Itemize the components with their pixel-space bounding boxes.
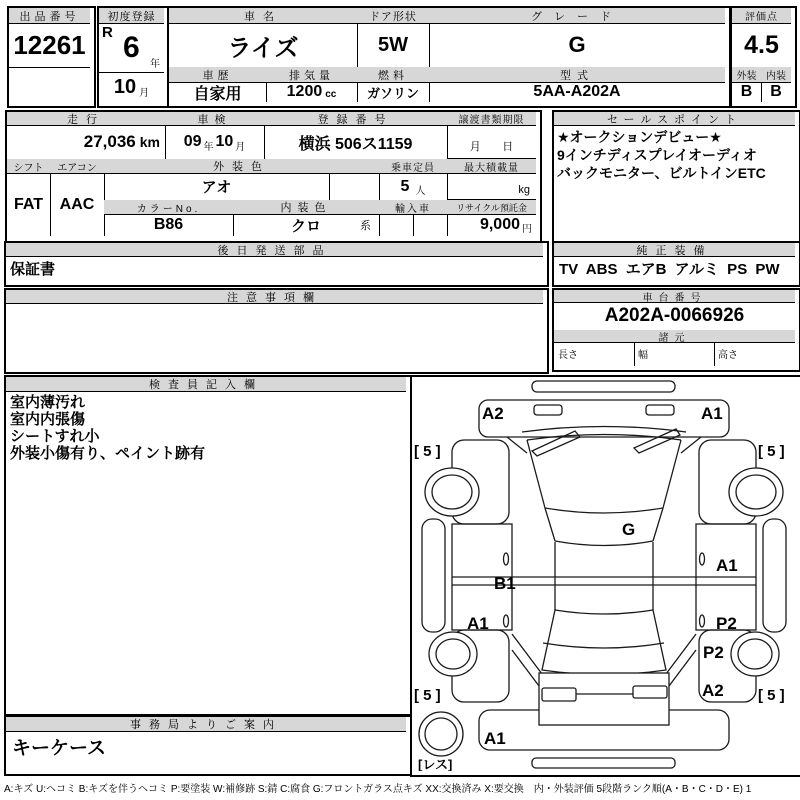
score-header: 評価点	[732, 8, 791, 24]
inspector-note-line: 外装小傷有り、ペイント跡有	[10, 445, 206, 462]
ext-color-header: 外装色	[104, 159, 380, 174]
mark-hood-right: A1	[701, 404, 723, 423]
exterior-grade-header: 外装	[732, 67, 762, 83]
capacity-header: 乗車定員	[379, 159, 448, 174]
sales-point-line: バックモニター、ビルトインETC	[557, 165, 766, 181]
left-sill	[422, 519, 445, 632]
import-header: 輸入車	[379, 200, 448, 215]
shift-value: FAT	[7, 173, 51, 236]
mark-door-left-rear: A1	[467, 614, 489, 633]
interior-grade-value: B	[770, 83, 782, 100]
lot-number-header: 出品番号	[9, 8, 90, 24]
inspector-note-line: シートすれ小	[10, 428, 100, 445]
inspector-note-line: 室内薄汚れ	[10, 394, 86, 411]
mark-windshield: G	[622, 520, 636, 539]
import-value-cell-2	[413, 214, 448, 236]
transfer-day-label: 日	[502, 141, 514, 153]
rear-bumper-strip	[532, 758, 675, 768]
mark-door-right-front: A1	[716, 556, 738, 575]
mark-tire-rear-right: [ 5 ]	[758, 687, 785, 704]
mileage-number: 27,036	[83, 132, 136, 151]
sales-points-box	[552, 110, 800, 244]
grille-slot-right	[646, 405, 674, 415]
front-bumper-strip	[532, 381, 675, 392]
car-name-value: ライズ	[169, 23, 358, 68]
first-registration-header: 初度登録	[99, 8, 164, 24]
later-parts-box	[4, 241, 549, 287]
rear-glass	[542, 610, 666, 675]
aircon-value: AAC	[50, 173, 105, 236]
era-letter: R	[102, 24, 113, 41]
chassis-value: A202A-0066926	[554, 302, 795, 331]
office-notice-box	[4, 715, 412, 776]
interior-grade-header: 内装	[761, 67, 791, 83]
sales-points-header: セールスポイント	[554, 112, 795, 126]
shaken-month: 10	[215, 133, 234, 150]
grade-value: G	[429, 23, 725, 68]
model-code-value: 5AA-A202A	[533, 83, 621, 100]
first-registration-box	[97, 6, 170, 108]
windshield-top-band	[522, 427, 686, 441]
score-value: 4.5	[732, 23, 791, 68]
mark-spare-less: [レス]	[418, 757, 453, 771]
office-notice-header: 事務局よりご案内	[6, 717, 406, 732]
recycle-value	[447, 214, 536, 236]
mark-rear-right: A2	[702, 681, 724, 700]
displacement-value	[266, 82, 358, 102]
shaken-month-unit: 月	[235, 142, 246, 153]
grade-header: グレード	[429, 8, 725, 24]
caution-header: 注意事項欄	[6, 290, 543, 304]
mark-pillar-left: B1	[494, 574, 516, 593]
mark-door-right-rear: P2	[716, 614, 737, 633]
car-diagram-box	[410, 375, 800, 777]
year-unit: 年	[150, 59, 160, 70]
inspector-note-line: 室内内張傷	[10, 411, 86, 428]
transfer-value	[447, 125, 536, 159]
hood	[479, 400, 729, 437]
recycle-unit: 円	[522, 224, 532, 235]
capacity-unit: 人	[415, 186, 426, 197]
oem-equipment-box	[552, 241, 800, 287]
history-header: 車歴	[169, 67, 267, 83]
spec-height-cell	[714, 342, 795, 366]
mark-quarter-right: P2	[703, 643, 724, 662]
damage-code-legend: A:キズ U:ヘコミ B:キズを伴うヘコミ P:要塗装 W:補修跡 S:錆 C:腐食 G:フロントガラス点キズ XX:交換済み X:要交換 内・外装評価 5段階ランク順(A・B・C・D・E) 1	[4, 784, 752, 795]
mark-hood-left: A2	[482, 404, 504, 423]
capacity-value	[379, 173, 448, 201]
sales-points-body	[554, 125, 795, 238]
max-load-header: 最大積載量	[447, 159, 536, 174]
exterior-grade-value: B	[732, 82, 762, 102]
transfer-month-label: 月	[469, 141, 481, 153]
reg-no-header: 登録番号	[264, 112, 448, 126]
lot-number-empty-cell	[9, 67, 90, 102]
later-parts-value: 保証書	[10, 261, 56, 278]
spec-height-label: 高さ	[718, 350, 738, 361]
shaken-year-unit: 年	[203, 142, 214, 153]
inspector-notes-body	[6, 391, 406, 462]
chassis-header: 車台番号	[554, 290, 795, 303]
int-color-header: 内装色	[233, 200, 380, 215]
caution-body	[6, 303, 543, 368]
spec-width-cell	[634, 342, 715, 366]
shaken-header: 車検	[165, 112, 265, 126]
recycle-header: リサイクル預託金	[447, 200, 536, 215]
roof-side-lines	[555, 542, 653, 610]
spec-width-label: 幅	[638, 350, 648, 361]
car-name-header: 車名	[169, 8, 358, 24]
first-registration-month-cell	[99, 72, 164, 102]
mark-tire-front-right: [ 5 ]	[758, 443, 785, 460]
mileage-value	[7, 125, 166, 160]
history-value: 自家用	[169, 82, 267, 102]
shaken-value	[165, 125, 265, 160]
lot-number-value: 12261	[9, 23, 90, 68]
spec-length-cell	[554, 342, 635, 366]
right-sill	[763, 519, 786, 632]
car-diagram	[412, 377, 796, 771]
later-parts-header: 後日発送部品	[6, 243, 543, 257]
door-shape-value: 5W	[357, 23, 430, 68]
displacement-number: 1200	[286, 83, 323, 100]
reg-no-value: 横浜 506ス1159	[264, 125, 448, 160]
door-handles	[504, 553, 705, 627]
color-no-header: カラーNo.	[104, 200, 234, 215]
rear-glass-inner-arc	[543, 643, 664, 648]
shaken-year: 09	[183, 133, 202, 150]
import-value-cell-1	[379, 214, 414, 236]
mark-rear-bumper: A1	[484, 729, 506, 748]
shift-header: シフト	[7, 159, 51, 174]
inspector-notes-box	[4, 375, 412, 716]
sales-point-line: 9インチディスプレイオーディオ	[557, 147, 757, 163]
wipers	[532, 429, 680, 456]
transfer-header: 譲渡書類期限	[447, 112, 536, 126]
displacement-unit: cc	[325, 89, 337, 100]
score-box	[730, 6, 797, 108]
mark-tire-rear-left: [ 5 ]	[414, 687, 441, 704]
int-color-value	[233, 214, 380, 236]
ext-color-value: アオ	[104, 173, 330, 201]
color-no-value: B86	[104, 214, 234, 236]
office-notice-value: キーケース	[12, 737, 107, 759]
lot-number-box	[7, 6, 96, 108]
fuel-value: ガソリン	[357, 82, 430, 102]
max-load-unit: kg	[518, 184, 530, 196]
sales-point-line: ★オークションデビュー★	[557, 129, 722, 145]
vehicle-main-table	[167, 6, 731, 108]
reg-year: 6	[123, 31, 140, 64]
int-color-name: クロ	[290, 217, 321, 235]
info-table	[5, 110, 542, 244]
spec-length-label: 長さ	[558, 350, 578, 361]
mark-tire-front-left: [ 5 ]	[414, 443, 441, 460]
aircon-header: エアコン	[50, 159, 105, 174]
reg-month: 10	[113, 75, 137, 98]
fuel-header: 燃料	[357, 67, 430, 83]
ext-color-sub-cell	[329, 173, 380, 201]
cowl-band	[545, 508, 663, 546]
oem-equipment-value: TV ABS エアB アルミ PS PW	[559, 261, 780, 278]
model-code-header: 型式	[429, 67, 725, 83]
first-registration-year-cell	[99, 23, 164, 73]
month-unit: 月	[139, 87, 150, 99]
door-shape-header: ドア形状	[357, 8, 430, 24]
caution-box	[4, 288, 549, 374]
displacement-header: 排気量	[266, 67, 358, 83]
mileage-unit: km	[139, 134, 160, 150]
oem-equipment-header: 純正装備	[554, 243, 795, 257]
capacity-number: 5	[400, 177, 410, 195]
int-color-suffix: 系	[360, 220, 371, 232]
grille-slot-left	[534, 405, 562, 415]
chassis-box	[552, 288, 800, 372]
tailgate	[539, 673, 669, 725]
max-load-value	[447, 173, 536, 200]
mileage-header: 走行	[7, 112, 166, 126]
recycle-number: 9,000	[479, 216, 520, 233]
inspector-notes-header: 検査員記入欄	[6, 377, 406, 392]
specs-header: 諸元	[554, 330, 795, 343]
